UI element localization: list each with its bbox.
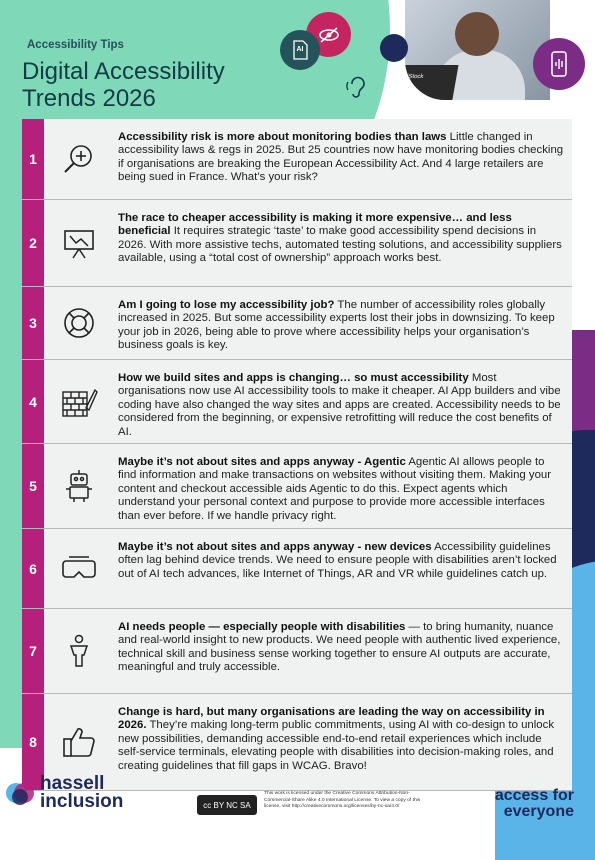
left-teal-band — [0, 118, 22, 748]
page-title — [22, 58, 225, 112]
trend-number: 4 — [22, 360, 44, 443]
trend-row-1 — [22, 119, 572, 200]
trend-row-5 — [22, 444, 572, 529]
trend-text — [114, 694, 572, 790]
trends-list — [22, 119, 572, 791]
title-line-2: Trends 2026 — [22, 85, 156, 112]
robot-icon — [44, 444, 114, 528]
vr-headset-icon — [44, 529, 114, 608]
trend-body: The number of accessibility roles globally increased in 2025. But some accessibility experts lost their jobs in downsizing. To keep your job in 2026, being able to prove where accessibility helps your organisation’s business goals is key. — [118, 299, 555, 352]
trend-text — [114, 200, 572, 286]
trend-text — [114, 444, 572, 528]
trend-number: 7 — [22, 609, 44, 693]
logo-mark-icon — [4, 777, 36, 809]
tagline-line-1: access for — [494, 787, 574, 804]
title-line-1: Digital Accessibility — [22, 58, 225, 85]
hassell-inclusion-logo — [4, 775, 123, 811]
header-photo — [405, 0, 550, 100]
trend-heading: The race to cheaper accessibility is making it more expensive… and less beneficial — [118, 212, 512, 238]
trend-heading: Maybe it’s not about sites and apps anyway - Agentic — [118, 456, 406, 468]
trend-text — [114, 529, 572, 608]
trend-text — [114, 287, 572, 359]
trend-body: — to bring humanity, nuance and real-world insight to new products. We need people with authentic lived experience, technical skill and business sense working together to ensure AI outputs are accurate, meaningful and truly accessible. — [118, 621, 561, 674]
trend-row-7 — [22, 609, 572, 694]
trend-row-4 — [22, 360, 572, 444]
trend-text — [114, 119, 572, 199]
presentation-chart-icon — [44, 200, 114, 286]
ai-icon-label: AI — [296, 46, 304, 53]
trend-number: 2 — [22, 200, 44, 286]
trend-heading: How we build sites and apps is changing… so must accessibility — [118, 372, 469, 384]
trend-body: Agentic AI allows people to find information and make transactions on websites without visiting them. Making your content and checkout accessible aids Agentic to do this. Expect agents which understand your personal context and purpose to provide more accessible interfaces than ever before. If we handle privacy right. — [118, 456, 552, 522]
category-tag: Accessibility Tips — [22, 37, 129, 53]
trend-text — [114, 609, 572, 693]
lifebuoy-icon — [44, 287, 114, 359]
trend-row-2 — [22, 200, 572, 287]
trend-row-3 — [22, 287, 572, 360]
logo-line-2: inclusion — [40, 791, 124, 812]
decorative-dot — [380, 34, 408, 62]
trend-body: Little changed in accessibility laws & regs in 2025. But 25 countries now have monitoring bodies checking if organisations are breaking the European Accessibility Act. And 4 large retailers are being sued in France. What’s your risk? — [118, 131, 564, 184]
person-icon — [44, 609, 114, 693]
trend-number: 8 — [22, 694, 44, 790]
ear-icon — [336, 67, 376, 107]
phone-audio-icon — [533, 38, 585, 90]
trend-row-6 — [22, 529, 572, 609]
creative-commons-badge: cc BY NC SA — [197, 795, 257, 815]
trend-text — [114, 360, 572, 443]
search-plus-icon — [44, 119, 114, 199]
photo-caption: iStock — [406, 74, 424, 80]
trend-body: Most organisations now use AI accessibility tools to make it cheaper. AI App builders and vibe coding have also changed the way sites and apps are created. Accessibility needs to be considered from the beginning, or expensive retrofitting will reduce the cost benefits of AI. — [118, 372, 561, 438]
trend-heading: Change is hard, but many organisations are leading the way on accessibility in 2026. — [118, 706, 545, 732]
brick-wall-icon — [44, 360, 114, 443]
trend-body: Accessibility guidelines often lag behind device trends. We need to ensure people with disabilities aren’t locked out of AI tech advances, like Internet of Things, AR and VR while guidelines catch up. — [118, 541, 557, 580]
trend-number: 3 — [22, 287, 44, 359]
tagline-line-2: everyone — [503, 803, 574, 820]
tagline — [478, 788, 574, 820]
license-text: This work is licensed under the Creative Commons Attribution-Non-Commercial-Share Alike 4.0 International License. To view a copy of this license, visit http://creativecommons.org/licenses/by-nc-sa/4.0/ — [264, 791, 421, 810]
trend-heading: Am I going to lose my accessibility job? — [118, 299, 335, 311]
trend-body: They’re making long-term public commitments, using AI with co-design to unlock new possibilities, demanding accessible end-to-end retail experiences which include self-service terminals, elevating people with disabilities into decision-making roles, and creating guidelines that fill gaps in WCAG. Bravo! — [118, 719, 555, 772]
trend-heading: Maybe it’s not about sites and apps anyway - new devices — [118, 541, 432, 553]
logo-line-1: hassell — [40, 773, 105, 794]
trend-heading: Accessibility risk is more about monitoring bodies than laws — [118, 131, 447, 143]
trend-number: 6 — [22, 529, 44, 608]
trend-heading: AI needs people — especially people with disabilities — [118, 621, 406, 633]
trend-body: It requires strategic ‘taste’ to make good accessibility spend decisions in 2026. With more assistive techs, automated testing solutions, and accessibility suppliers available, using a “total cost of ownership” approach works best. — [118, 225, 562, 265]
ai-document-icon — [280, 30, 320, 70]
trend-number: 5 — [22, 444, 44, 528]
trend-number: 1 — [22, 119, 44, 199]
